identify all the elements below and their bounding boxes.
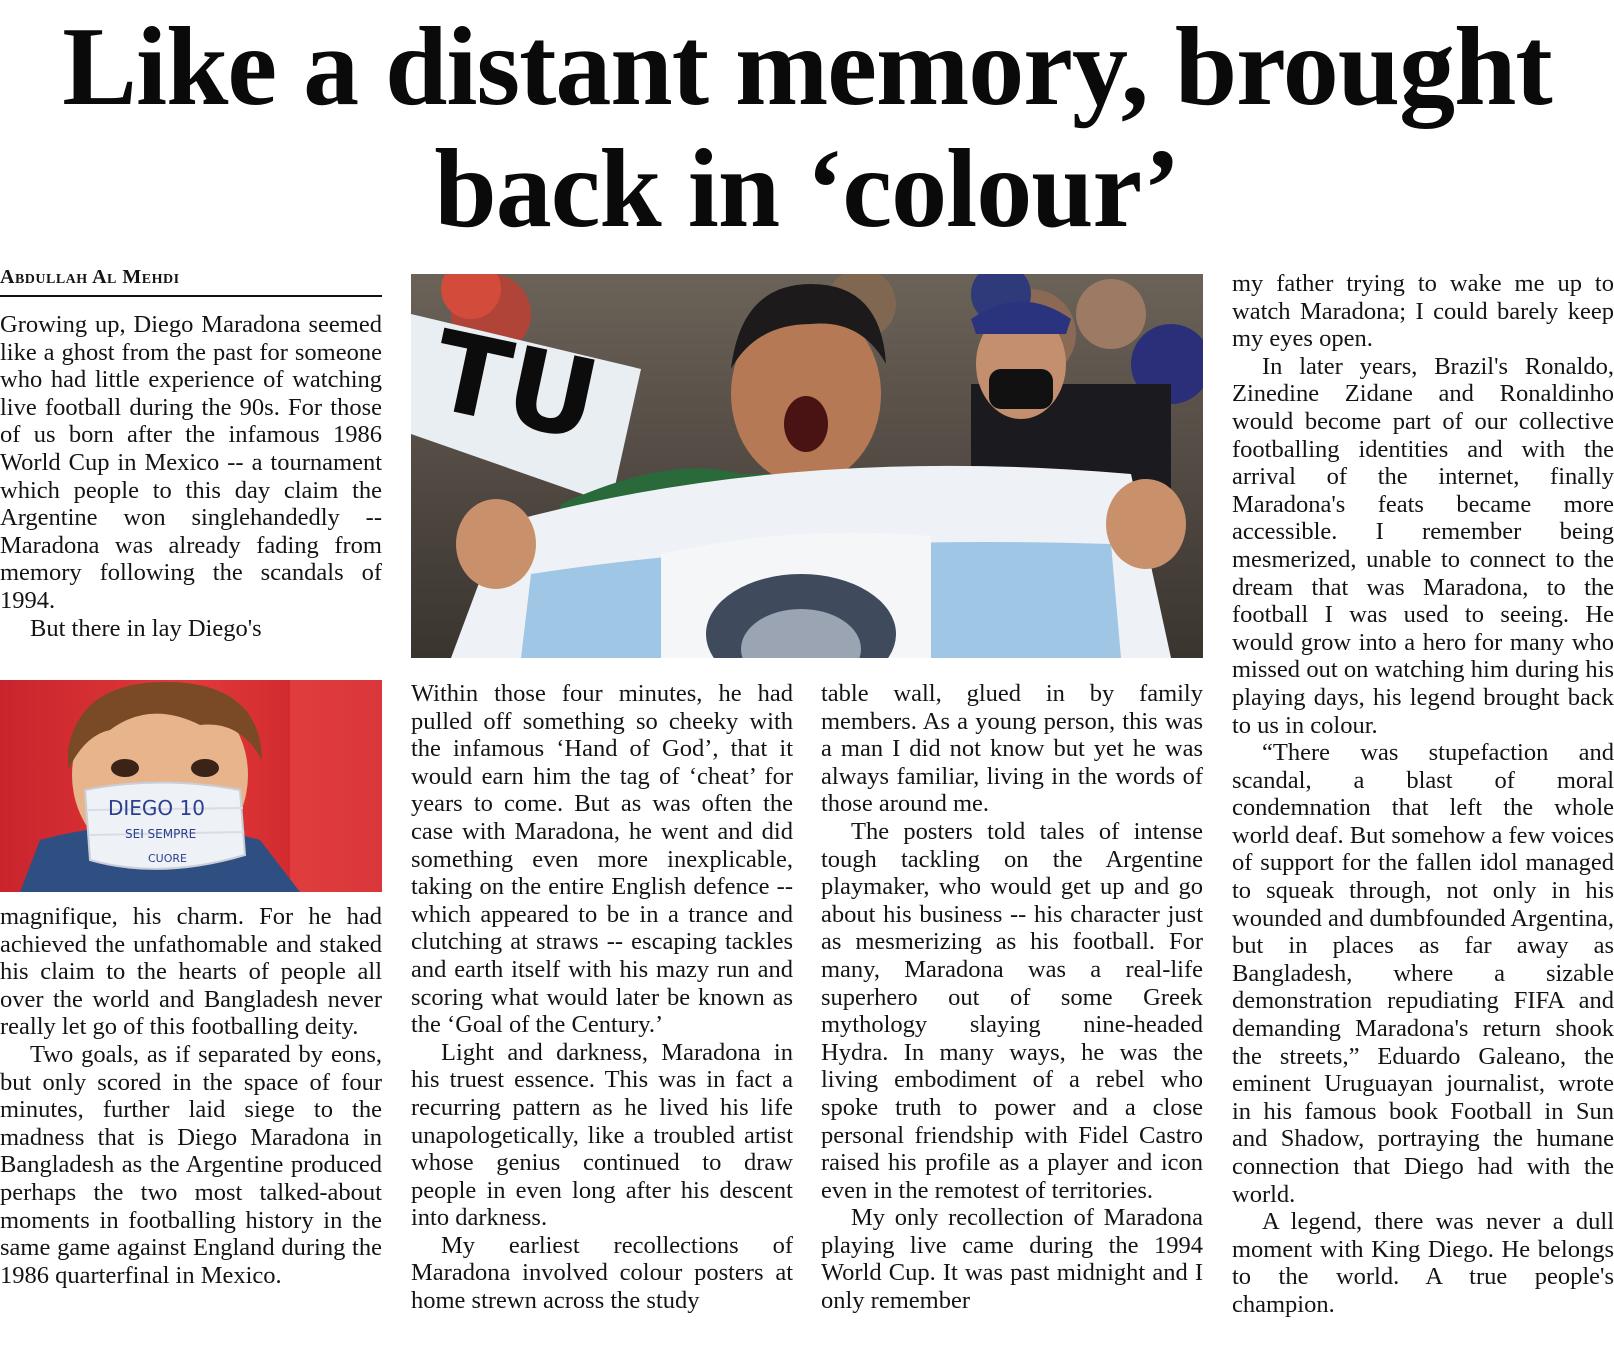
headline-line-1: Like a distant memory, brought xyxy=(62,5,1552,129)
paragraph: But there in lay Diego's xyxy=(30,614,262,642)
paragraph: The posters told tales of intense tough tackling on the Argentine playmaker, who would get up and go about his business -- his character just as mesmerizing as his football. For many, Maradona was a real-life superhero out of some Greek mythology slaying nine-headed Hydra. In many ways, he was the living embodiment of a rebel who spoke truth to power and a close personal friendship with Fidel Castro raised his profile as a player and icon even in the remotest of territories. xyxy=(821,817,1203,1204)
paragraph: table wall, glued in by family members. As a young person, this was a man I did not know but yet he was always familiar, living in the words of those around me. xyxy=(821,680,1203,818)
column-1-top xyxy=(0,311,382,642)
paragraph: In later years, Brazil's Ronaldo, Zinedine Zidane and Ronaldinho would become part of our collective footballing identities and with the arrival of the internet, finally Maradona's feats became more accessible. I remember being mesmerized, unable to connect to the dream that was Maradona, to the football I was used to seeing. He would grow into a hero for many who missed out on watching him during his playing days, his legend brought back to us in colour. xyxy=(1232,352,1614,739)
headline-line-2: back in ‘colour’ xyxy=(434,127,1180,251)
byline: Abdullah Al Mehdi xyxy=(0,266,382,297)
column-4 xyxy=(1232,270,1614,1319)
child-mask-photo xyxy=(0,680,382,892)
mask-text-diego: DIEGO 10 xyxy=(108,796,205,820)
paragraph: “There was stupefaction and scandal, a blast of moral condemnation that left the whole world deaf. But somehow a few voices of support for the fallen idol managed to squeak through, not only in his wounded and dumbfounded Argentina, but in places as far away as Bangladesh, where a sizable demonstration repudiating FIFA and demanding Maradona's return shook the streets,” Eduardo Galeano, the eminent Uruguayan journalist, wrote in his famous book Football in Sun and Shadow, portraying the humane connection that Diego had with the world. xyxy=(1232,739,1614,1208)
mask-text-cuore: CUORE xyxy=(148,852,187,865)
paragraph: magnifique, his charm. For he had achieved the unfathomable and staked his claim to the hearts of people all over the world and Bangladesh never really let go of this footballing deity. xyxy=(0,903,382,1041)
paragraph: Growing up, Diego Maradona seemed like a ghost from the past for someone who had little experience of watching live football during the 90s. For those of us born after the infamous 1986 World Cup in Mexico -- a tournament which people to this day claim the Argentine won singlehandedly -- Maradona was already fading from memory following the scandals of 1994. xyxy=(0,311,382,614)
paragraph: Within those four minutes, he had pulled off something so cheeky with the infamous ‘Hand of God’, that it would earn him the tag of ‘cheat’ for years to come. But as was often the case with Maradona, he went and did something even more inexplicable, taking on the entire English defence --which appeared to be in a trance and clutching at straws -- escaping tackles and earth itself with his mazy run and scoring what would later be known as the ‘Goal of the Century.’ xyxy=(411,680,793,1039)
column-1-bottom xyxy=(0,903,382,1289)
paragraph: Two goals, as if separated by eons, but only scored in the space of four minutes, further laid siege to the madness that is Diego Maradona in Bangladesh as the Argentine produced perhaps the two most talked-about moments in footballing history in the same game against England during the 1986 quarterfinal in Mexico. xyxy=(0,1040,382,1289)
banner-text: TU xyxy=(421,306,610,466)
headline xyxy=(0,6,1614,250)
paragraph: my father trying to wake me up to watch Maradona; I could barely keep my eyes open. xyxy=(1232,270,1614,353)
paragraph: My only recollection of Maradona playing live came during the 1994 World Cup. It was past midnight and I only remember xyxy=(821,1204,1203,1315)
crowd-photo xyxy=(411,274,1203,658)
paragraph: My earliest recollections of Maradona involved colour posters at home strewn across the study xyxy=(411,1231,793,1315)
paragraph: Light and darkness, Maradona in his truest essence. This was in fact a recurring pattern as he lived his life unapologetically, like a troubled artist whose genius continued to draw people in even long after his descent into darkness. xyxy=(411,1038,793,1232)
column-3 xyxy=(821,680,1203,1315)
paragraph: A legend, there was never a dull moment with King Diego. He belongs to the world. A true people's champion. xyxy=(1232,1208,1614,1318)
mask-text-sempre: SEI SEMPRE xyxy=(125,827,197,841)
column-2 xyxy=(411,680,793,1315)
